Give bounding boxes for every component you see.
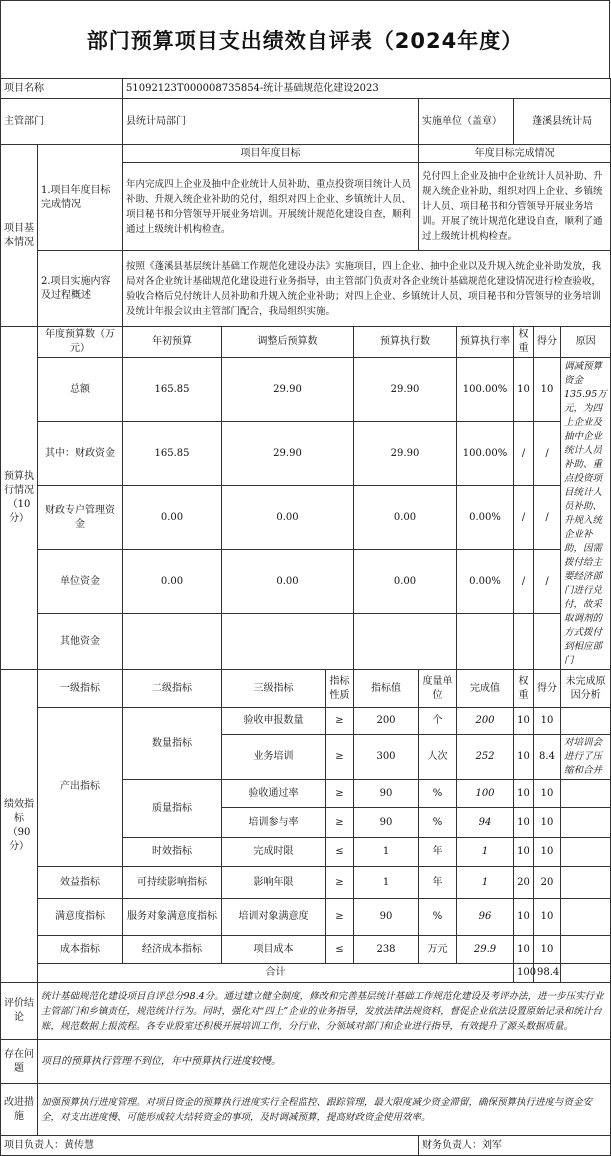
perf-row: [1, 936, 611, 964]
indicator-op: ≥: [326, 708, 354, 735]
indicator-actual: 96: [457, 899, 514, 936]
indicator-reason: [561, 780, 611, 808]
finance-leader: 财务负责人：刘军: [419, 1136, 611, 1156]
indicator-actual: 94: [457, 808, 514, 838]
goal-label: 1.项目年度目标完成情况: [38, 145, 123, 251]
project-name-label: 项目名称: [1, 79, 123, 99]
indicator-unit: 年: [419, 867, 457, 899]
budget-score: /: [534, 486, 561, 550]
budget-adjusted: 0.00: [222, 486, 354, 550]
signature-row: [1, 1136, 611, 1156]
total-label: 合计: [38, 964, 514, 983]
perf-header-unit: 度量单位: [419, 670, 457, 708]
impl-unit-label: 实施单位（盖章）: [419, 99, 514, 145]
budget-header-reason: 原因: [561, 327, 611, 358]
budget-score: 10: [534, 358, 561, 422]
indicator-actual: 29.9: [457, 936, 514, 964]
indicator-op: ≥: [326, 808, 354, 838]
budget-adjusted: [222, 614, 354, 670]
conclusion-label: 评价结论: [1, 983, 38, 1040]
measures-row: [1, 1084, 611, 1136]
budget-weight: /: [514, 422, 534, 486]
indicator-target: 200: [354, 708, 419, 735]
budget-weight: 10: [514, 358, 534, 422]
budget-rate: 100.00%: [457, 358, 514, 422]
budget-weight: /: [514, 550, 534, 614]
indicator-score: 20: [534, 867, 561, 899]
indicator-actual: 200: [457, 708, 514, 735]
indicator-op: ≥: [326, 780, 354, 808]
budget-row-label: 其他资金: [38, 614, 123, 670]
budget-row: [1, 358, 611, 422]
done-header: 年度目标完成情况: [419, 145, 611, 163]
indicator-target: 90: [354, 780, 419, 808]
level2-quality: 质量指标: [123, 780, 222, 838]
indicator-weight: 10: [514, 838, 534, 867]
indicator-reason: [561, 899, 611, 936]
project-leader: 项目负责人：黄传慧: [1, 1136, 419, 1156]
budget-executed: 29.90: [354, 358, 457, 422]
evaluation-table: [0, 78, 611, 1156]
indicator-actual: 1: [457, 867, 514, 899]
indicator-name: 验收通过率: [222, 780, 326, 808]
indicator-weight: 10: [514, 708, 534, 735]
budget-header-executed: 预算执行数: [354, 327, 457, 358]
budget-row-label: 总额: [38, 358, 123, 422]
indicator-reason: [561, 708, 611, 735]
indicator-target: 1: [354, 867, 419, 899]
dept-label: 主管部门: [1, 99, 123, 145]
indicator-op: ≥: [326, 899, 354, 936]
budget-header-initial: 年初预算: [123, 327, 222, 358]
budget-score: [534, 614, 561, 670]
budget-rate: 0.00%: [457, 486, 514, 550]
conclusion-row: [1, 983, 611, 1040]
indicator-actual: 252: [457, 735, 514, 780]
indicator-name: 验收申报数量: [222, 708, 326, 735]
budget-header-year: 年度预算数（万元）: [38, 327, 123, 358]
indicator-reason: [561, 838, 611, 867]
budget-adjusted: 29.90: [222, 358, 354, 422]
perf-header-nature: 指标性质: [326, 670, 354, 708]
budget-rate: [457, 614, 514, 670]
indicator-reason: [561, 867, 611, 899]
done-text: 兑付四上企业及抽中企业统计人员补助、升规入统企业补助，组织对四上企业、乡镇统计人员、项目秘书和分管领导开展业务培训。开展了统计规范化建设自查，顺利了通过上级统计机构检查。: [419, 163, 611, 251]
total-score: 98.4: [534, 964, 561, 983]
budget-reason: 调减预算资金135.95万元，为四上企业及抽中企业统计人员补助、重点投资项目统计人员补助、升规入统企业补助，因需拨付给主要经济部门进行兑付，故采取调剂的方式拨付到相应部门: [561, 358, 611, 670]
budget-header-row: [1, 327, 611, 358]
conclusion-text: 统计基础规范化建设项目自评总分98.4分。通过建立健全制度，修改和完善基层统计基础工作规范化建设及考评办法，进一步压实行业主管部门和乡镇责任，规范统计行为。同时，强化对“四上”企业的业务指导，发放法律法规资料，督促企业依法设置原始记录和统计台账，规范数据上报流程。各专业股室还积极开展培训工作，分行业、分领域对部门和企业进行指导，有效提升了源头数据质量。: [38, 983, 611, 1040]
indicator-score: 10: [534, 808, 561, 838]
perf-header-level2: 二级指标: [123, 670, 222, 708]
indicator-score: 8.4: [534, 735, 561, 780]
department-row: [1, 99, 611, 145]
indicator-target: 300: [354, 735, 419, 780]
measures-label: 改进措施: [1, 1084, 38, 1136]
indicator-target: 90: [354, 899, 419, 936]
indicator-weight: 10: [514, 899, 534, 936]
measures-text: 加强预算执行进度管理。对项目资金的预算执行进度实行全程监控、跟踪管理，最大限度减少资金滞留，确保预算执行进度与资金安全，对支出进度慢、可能形成较大结转资金的事项，及时调减预算，提高财政资金使用效率。: [38, 1084, 611, 1136]
impl-row: [1, 251, 611, 327]
indicator-actual: 1: [457, 838, 514, 867]
budget-initial: 0.00: [123, 550, 222, 614]
goal-header: 项目年度目标: [123, 145, 419, 163]
perf-row: [1, 708, 611, 735]
perf-header-actual: 完成值: [457, 670, 514, 708]
budget-executed: 0.00: [354, 550, 457, 614]
project-name-row: [1, 79, 611, 99]
budget-initial: 0.00: [123, 486, 222, 550]
level2-quantity: 数量指标: [123, 708, 222, 780]
indicator-weight: 10: [514, 780, 534, 808]
indicator-score: 10: [534, 899, 561, 936]
indicator-target: 1: [354, 838, 419, 867]
project-name-value: 51092123T000008735854-统计基础规范化建设2023: [123, 79, 611, 99]
perf-header-level3: 三级指标: [222, 670, 326, 708]
form-title: 部门预算项目支出绩效自评表（2024年度）: [0, 0, 610, 79]
perf-section-label: 绩效指标（90分）: [1, 670, 38, 983]
budget-header-weight: 权重: [514, 327, 534, 358]
perf-header-target: 指标值: [354, 670, 419, 708]
impl-text: 按照《蓬溪县基层统计基础工作规范化建设办法》实施项目，四上企业、抽中企业以及升规入统企业补助发放，我局对各企业统计基础规范化建设进行业务指导，由主管部门负责对各企业统计基础规范化建设情况进行检查验收，验收合格后兑付统计人员补助和升规入统企业补助；对四上企业、乡镇统计人员、项目秘书和分管领导的业务培训及统计年报会议由主管部门配合，我局组织实施。: [123, 251, 611, 327]
indicator-op: ≥: [326, 735, 354, 780]
indicator-reason: [561, 808, 611, 838]
level2-sustain: 可持续影响指标: [123, 867, 222, 899]
problems-text: 项目的预算执行管理不到位，年中预算执行进度较慢。: [38, 1040, 611, 1084]
budget-row-label: 单位资金: [38, 550, 123, 614]
indicator-score: 10: [534, 936, 561, 964]
indicator-score: 10: [534, 708, 561, 735]
indicator-name: 影响年限: [222, 867, 326, 899]
total-row: [1, 964, 611, 983]
indicator-target: 238: [354, 936, 419, 964]
budget-rate: 100.00%: [457, 422, 514, 486]
budget-row-label: 其中：财政资金: [38, 422, 123, 486]
indicator-unit: 万元: [419, 936, 457, 964]
budget-rate: 0.00%: [457, 550, 514, 614]
perf-header-score: 得分: [534, 670, 561, 708]
total-weight: 100: [514, 964, 534, 983]
problems-row: [1, 1040, 611, 1084]
level2-econ: 经济成本指标: [123, 936, 222, 964]
level1-benefit: 效益指标: [38, 867, 123, 899]
budget-initial: 165.85: [123, 358, 222, 422]
budget-row: [1, 614, 611, 670]
indicator-target: 90: [354, 808, 419, 838]
budget-adjusted: 29.90: [222, 422, 354, 486]
indicator-name: 培训参与率: [222, 808, 326, 838]
indicator-unit: %: [419, 899, 457, 936]
indicator-unit: %: [419, 780, 457, 808]
goal-text: 年内完成四上企业及抽中企业统计人员补助、重点投资项目统计人员补助、升规入统企业补助的兑付，组织对四上企业、乡镇统计人员、项目秘书和分管领导开展业务培训。开展统计规范化建设自查，顺利通过上级统计机构检查。: [123, 163, 419, 251]
budget-header-score: 得分: [534, 327, 561, 358]
indicator-reason: 对培训会进行了压缩和合并: [561, 735, 611, 780]
perf-header-reason: 未完成原因分析: [561, 670, 611, 708]
indicator-op: ≥: [326, 867, 354, 899]
indicator-actual: 100: [457, 780, 514, 808]
perf-header-level1: 一级指标: [38, 670, 123, 708]
indicator-weight: 10: [514, 808, 534, 838]
indicator-op: ≤: [326, 838, 354, 867]
indicator-unit: 个: [419, 708, 457, 735]
level1-satisfaction: 满意度指标: [38, 899, 123, 936]
indicator-unit: %: [419, 808, 457, 838]
budget-adjusted: 0.00: [222, 550, 354, 614]
total-blank: [561, 964, 611, 983]
indicator-weight: 10: [514, 735, 534, 780]
indicator-weight: 10: [514, 936, 534, 964]
budget-header-adjusted: 调整后预算数: [222, 327, 354, 358]
budget-row: [1, 486, 611, 550]
level2-timeliness: 时效指标: [123, 838, 222, 867]
level1-output: 产出指标: [38, 708, 123, 867]
budget-weight: [514, 614, 534, 670]
indicator-name: 项目成本: [222, 936, 326, 964]
indicator-score: 10: [534, 780, 561, 808]
indicator-reason: [561, 936, 611, 964]
perf-header-weight: 权重: [514, 670, 534, 708]
budget-weight: /: [514, 486, 534, 550]
indicator-weight: 20: [514, 867, 534, 899]
indicator-op: ≤: [326, 936, 354, 964]
budget-section-label: 预算执行情况（10分）: [1, 327, 38, 670]
indicator-unit: 年: [419, 838, 457, 867]
impl-unit-value: 蓬溪县统计局: [514, 99, 611, 145]
impl-label: 2.项目实施内容及过程概述: [38, 251, 123, 327]
indicator-name: 业务培训: [222, 735, 326, 780]
indicator-name: 培训对象满意度: [222, 899, 326, 936]
dept-value: 县统计局部门: [123, 99, 419, 145]
budget-executed: 29.90: [354, 422, 457, 486]
budget-executed: [354, 614, 457, 670]
perf-header-row: [1, 670, 611, 708]
budget-initial: 165.85: [123, 422, 222, 486]
budget-row: [1, 422, 611, 486]
problems-label: 存在问题: [1, 1040, 38, 1084]
indicator-name: 完成时限: [222, 838, 326, 867]
perf-row: [1, 867, 611, 899]
budget-header-rate: 预算执行率: [457, 327, 514, 358]
indicator-unit: 人次: [419, 735, 457, 780]
goal-header-row: [1, 145, 611, 163]
indicator-score: 10: [534, 838, 561, 867]
budget-score: /: [534, 550, 561, 614]
budget-score: /: [534, 422, 561, 486]
level2-service: 服务对象满意度指标: [123, 899, 222, 936]
budget-initial: [123, 614, 222, 670]
budget-row: [1, 550, 611, 614]
basic-section-label: 项目基本情况: [1, 145, 38, 327]
level1-cost: 成本指标: [38, 936, 123, 964]
budget-executed: 0.00: [354, 486, 457, 550]
budget-row-label: 财政专户管理资金: [38, 486, 123, 550]
perf-row: [1, 899, 611, 936]
